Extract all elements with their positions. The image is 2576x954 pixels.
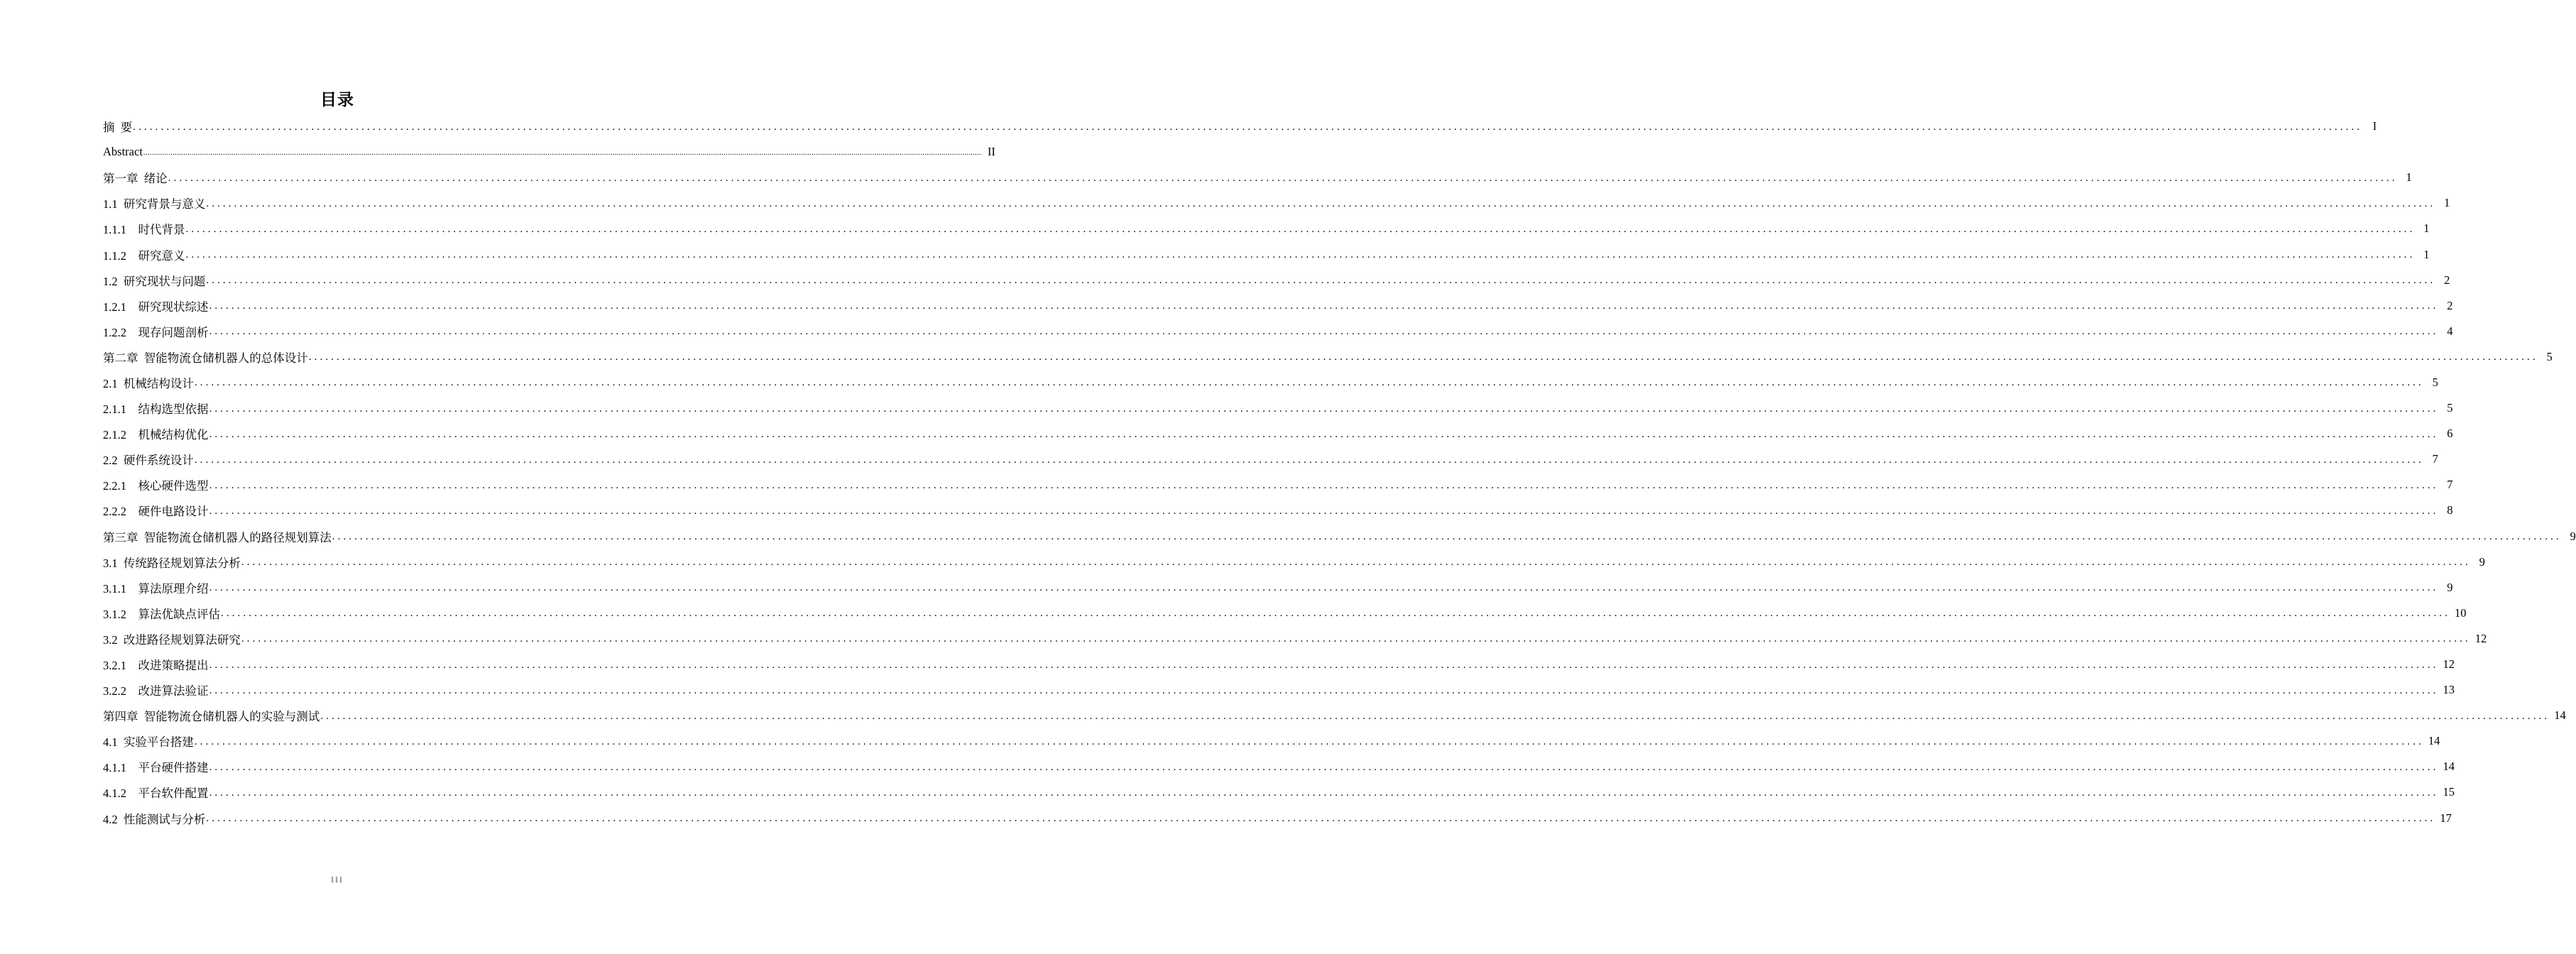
toc-entry-page: 1 (2423, 221, 2430, 236)
toc-entry[interactable] (103, 779, 2455, 805)
toc-entry[interactable] (103, 241, 2430, 267)
toc-entry-page: 17 (2440, 811, 2452, 825)
toc-entry-label: 3.1.2 算法优缺点评估 (103, 607, 220, 621)
toc-title: 目录 (320, 91, 354, 109)
toc-entry-page: II (987, 145, 995, 159)
toc-leader-dots: ................................................................................................................................................................................................................................................................................................................................................................................................................ (143, 148, 981, 158)
toc-leader-dots: ................................................................................................................................................................................................................................................................................................................................................................................................................ (209, 300, 2439, 312)
toc-leader-dots: ................................................................................................................................................................................................................................................................................................................................................................................................................ (194, 454, 2424, 466)
toc-leader-dots: ................................................................................................................................................................................................................................................................................................................................................................................................................ (209, 505, 2439, 517)
toc-entry-label: 2.2.2 硬件电路设计 (103, 505, 209, 519)
toc-leader-dots: ................................................................................................................................................................................................................................................................................................................................................................................................................ (209, 684, 2439, 696)
toc-leader-dots: ................................................................................................................................................................................................................................................................................................................................................................................................................ (209, 761, 2439, 773)
toc-entry-page: 4 (2447, 324, 2453, 338)
toc-leader-dots: ................................................................................................................................................................................................................................................................................................................................................................................................................ (206, 813, 2436, 825)
toc-entry[interactable] (103, 421, 2453, 446)
toc-entry-page: 2 (2444, 273, 2450, 287)
toc-entry[interactable] (103, 446, 2438, 472)
toc-entry-label: 3.2.2 改进算法验证 (103, 684, 209, 698)
toc-entry[interactable] (103, 524, 2576, 549)
toc-entry-page: 6 (2447, 427, 2453, 441)
toc-entry-label: 1.2 研究现状与问题 (103, 274, 206, 288)
toc-leader-dots: ................................................................................................................................................................................................................................................................................................................................................................................................................ (332, 531, 2562, 543)
toc-entry-page: 8 (2447, 503, 2453, 517)
toc-entry-label: 摘 要 (103, 121, 133, 135)
toc-entry[interactable] (103, 395, 2453, 421)
toc-entry[interactable] (103, 677, 2455, 703)
toc-entry-page: 10 (2455, 605, 2467, 620)
toc-leader-dots: ................................................................................................................................................................................................................................................................................................................................................................................................................ (209, 659, 2439, 671)
toc-entry-label: 第三章 智能物流仓储机器人的路径规划算法 (103, 530, 332, 544)
toc-leader-dots: ................................................................................................................................................................................................................................................................................................................................................................................................................ (320, 710, 2550, 722)
toc-entry-label: 1.1.2 研究意义 (103, 248, 185, 263)
toc-list (103, 114, 2576, 831)
toc-leader-dots: ................................................................................................................................................................................................................................................................................................................................................................................................................ (241, 633, 2471, 645)
toc-entry-label: 2.1.1 结构选型依据 (103, 402, 209, 417)
toc-entry[interactable] (103, 293, 2453, 319)
toc-leader-dots: ................................................................................................................................................................................................................................................................................................................................................................................................................ (209, 326, 2439, 338)
toc-entry[interactable] (103, 549, 2485, 575)
toc-entry[interactable] (103, 472, 2453, 498)
toc-entry[interactable] (103, 190, 2450, 216)
toc-entry-label: 3.1.1 算法原理介绍 (103, 581, 209, 596)
toc-entry[interactable] (103, 139, 995, 165)
toc-leader-dots: ................................................................................................................................................................................................................................................................................................................................................................................................................ (194, 377, 2424, 389)
toc-entry[interactable] (103, 319, 2453, 344)
toc-leader-dots: ................................................................................................................................................................................................................................................................................................................................................................................................................ (194, 735, 2424, 747)
page-number-footer: III (331, 874, 344, 884)
toc-leader-dots: ................................................................................................................................................................................................................................................................................................................................................................................................................ (206, 197, 2436, 209)
toc-entry-label: 4.1.1 平台硬件搭建 (103, 761, 209, 775)
toc-entry-page: 14 (2554, 708, 2566, 723)
toc-entry-page: 9 (2447, 580, 2453, 594)
toc-entry-label: 第一章 绪论 (103, 172, 168, 186)
toc-entry[interactable] (103, 114, 2377, 139)
toc-entry-label: 2.2.1 核心硬件选型 (103, 479, 209, 493)
toc-entry[interactable] (103, 728, 2440, 754)
toc-leader-dots: ................................................................................................................................................................................................................................................................................................................................................................................................................ (221, 608, 2450, 620)
toc-entry-label: 第四章 智能物流仓储机器人的实验与测试 (103, 710, 320, 724)
toc-leader-dots: ................................................................................................................................................................................................................................................................................................................................................................................................................ (209, 402, 2439, 415)
toc-entry-page: 5 (2546, 349, 2553, 363)
toc-entry-page: 5 (2432, 375, 2438, 389)
toc-leader-dots: ................................................................................................................................................................................................................................................................................................................................................................................................................ (185, 223, 2416, 235)
toc-entry-page: 9 (2479, 554, 2485, 569)
toc-entry-page: 12 (2474, 631, 2487, 645)
toc-entry-page: 1 (2444, 196, 2450, 210)
toc-leader-dots: ................................................................................................................................................................................................................................................................................................................................................................................................................ (241, 556, 2471, 569)
toc-entry-label: 1.1 研究背景与意义 (103, 197, 206, 212)
toc-entry-label: 4.1 实验平台搭建 (103, 735, 194, 750)
toc-entry-label: 1.2.2 现存问题剖析 (103, 325, 209, 339)
toc-entry-label: 2.2 硬件系统设计 (103, 454, 194, 468)
toc-entry-page: 12 (2443, 657, 2455, 671)
toc-entry-label: 4.2 性能测试与分析 (103, 812, 206, 826)
toc-leader-dots: ................................................................................................................................................................................................................................................................................................................................................................................................................ (209, 479, 2439, 491)
toc-entry-page: 9 (2570, 529, 2576, 543)
toc-entry-page: 7 (2447, 478, 2453, 492)
toc-entry-page: 7 (2432, 452, 2438, 466)
toc-entry-label: 3.2.1 改进策略提出 (103, 659, 209, 673)
toc-entry-page: 1 (2406, 170, 2412, 185)
toc-entry[interactable] (103, 498, 2453, 523)
toc-entry[interactable] (103, 703, 2566, 728)
toc-entry[interactable] (103, 575, 2453, 601)
toc-entry[interactable] (103, 652, 2455, 677)
toc-leader-dots: ................................................................................................................................................................................................................................................................................................................................................................................................................ (133, 121, 2363, 133)
toc-entry[interactable] (103, 601, 2467, 626)
toc-entry-label: Abstract (103, 145, 143, 159)
toc-leader-dots: ................................................................................................................................................................................................................................................................................................................................................................................................................ (308, 351, 2538, 363)
toc-entry-page: 5 (2447, 401, 2453, 415)
toc-entry[interactable] (103, 370, 2438, 395)
toc-entry-page: 2 (2447, 298, 2453, 312)
toc-entry-page: 1 (2423, 247, 2430, 261)
toc-entry-label: 1.2.1 研究现状综述 (103, 300, 209, 314)
toc-entry-page: I (2372, 119, 2377, 133)
toc-entry-label: 第二章 智能物流仓储机器人的总体设计 (103, 351, 308, 365)
toc-entry[interactable] (103, 165, 2412, 190)
toc-entry[interactable] (103, 344, 2553, 370)
toc-entry-page: 14 (2443, 760, 2455, 774)
toc-entry-page: 14 (2428, 734, 2440, 748)
toc-entry-label: 3.2 改进路径规划算法研究 (103, 632, 241, 647)
toc-entry-page: 15 (2443, 785, 2455, 799)
toc-leader-dots: ................................................................................................................................................................................................................................................................................................................................................................................................................ (168, 172, 2398, 184)
toc-entry[interactable] (103, 754, 2455, 779)
toc-entry[interactable] (103, 626, 2487, 652)
toc-entry-label: 3.1 传统路径规划算法分析 (103, 556, 241, 570)
toc-entry[interactable] (103, 216, 2430, 241)
toc-leader-dots: ................................................................................................................................................................................................................................................................................................................................................................................................................ (209, 786, 2439, 799)
toc-leader-dots: ................................................................................................................................................................................................................................................................................................................................................................................................................ (209, 582, 2439, 594)
toc-leader-dots: ................................................................................................................................................................................................................................................................................................................................................................................................................ (185, 249, 2416, 261)
toc-entry-label: 2.1.2 机械结构优化 (103, 428, 209, 442)
toc-leader-dots: ................................................................................................................................................................................................................................................................................................................................................................................................................ (209, 428, 2439, 440)
toc-leader-dots: ................................................................................................................................................................................................................................................................................................................................................................................................................ (206, 275, 2436, 287)
toc-entry-page: 13 (2443, 683, 2455, 697)
toc-entry-label: 1.1.1 时代背景 (103, 223, 185, 237)
toc-entry-label: 2.1 机械结构设计 (103, 376, 194, 390)
toc-entry[interactable] (103, 268, 2450, 293)
toc-entry-label: 4.1.2 平台软件配置 (103, 786, 209, 801)
toc-entry[interactable] (103, 806, 2452, 831)
